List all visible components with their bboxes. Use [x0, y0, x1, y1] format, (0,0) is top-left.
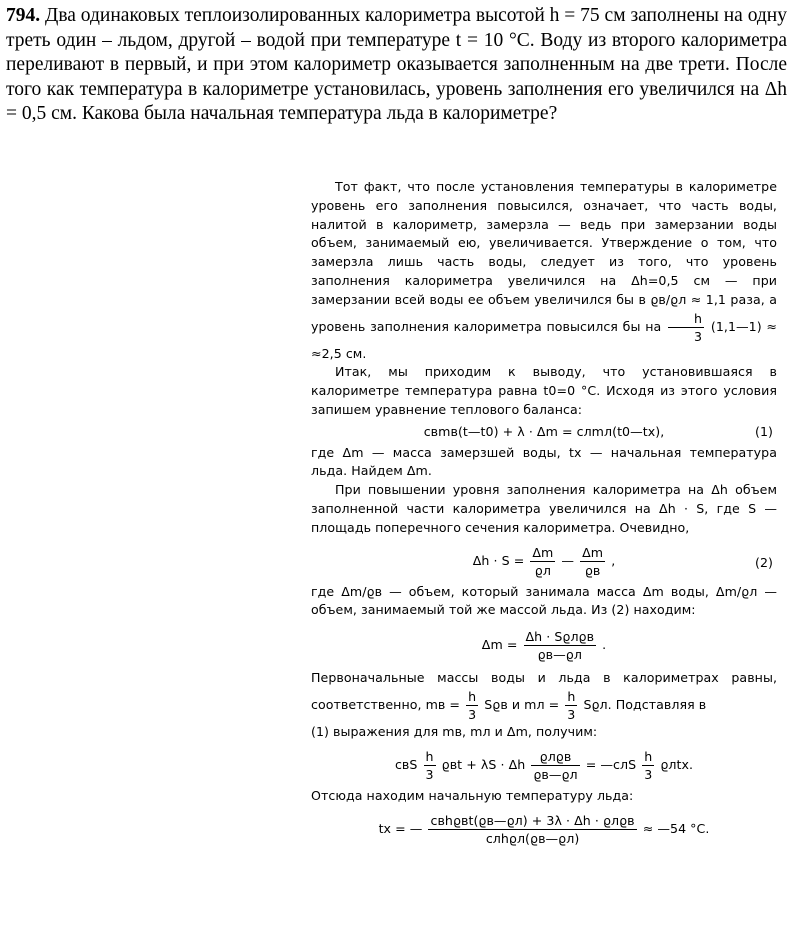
eq2-number: (2): [755, 554, 773, 570]
eq3-tail: .: [602, 637, 607, 653]
frac-den: 3: [425, 766, 434, 782]
solution-block: [311, 178, 777, 847]
eq3-fraction: [524, 628, 597, 663]
problem-text: Два одинаковых теплоизолированных калориметра высотой h = 75 см заполнены на одну треть один – льдом, другой – водой при температуре t = 10 °С. Воду из второго калориметра переливают в первый, и при этом калориметр оказывается заполненным на две трети. После того как температура в калориметре установилась, уровень заполнения его увеличился на Δh = 0,5 см. Какова была начальная температура льда в калориметре?: [6, 5, 787, 124]
eq4d: ϱлtx.: [660, 756, 694, 772]
frac-den: 3: [567, 706, 576, 722]
frac-num: h: [668, 310, 704, 328]
solution-paragraph-3: где Δm — масса замерзшей воды, tx — начальная температура льда. Найдем Δm.: [311, 444, 777, 479]
p1-tail: (1,1—1) ≈ ≈2,5 см.: [311, 318, 778, 361]
frac-num: h: [642, 748, 654, 766]
equation-2: [311, 544, 777, 579]
frac-den: 3: [644, 766, 653, 782]
equation-4: [311, 748, 777, 783]
p1-text: Тот факт, что после установления температуры в калориметре уровень его заполнения повысился, означает, что часть воды, налитой в калориметр, замерзла — ведь при замерзании воды объем, занимаемый ею, увеличивается. Утверждение о том, что замерзла лишь часть воды, следует из того, что уровень заполнения калориметра увеличился на Δh=0,5 см — при замерзании всей воды ее объем увеличился бы в ϱв/ϱл ≈ 1,1 раза, а уровень заполнения калориметра повысился бы на: [311, 179, 777, 334]
p6-fraction-1: [466, 688, 478, 723]
eq1-body: cвmв(t—t0) + λ · Δm = cлmл(t0—tx),: [423, 423, 665, 439]
eq2-fraction-1: [530, 544, 555, 579]
equation-5: [311, 812, 777, 847]
frac-num: ϱлϱв: [531, 748, 579, 766]
solution-paragraph-1: [311, 178, 777, 363]
frac-num: h: [565, 688, 577, 706]
equation-3: [311, 628, 777, 663]
p6a: Первоначальные массы воды и льда в калориметрах равны, соответственно, mв =: [311, 670, 777, 712]
eq3-left: Δm =: [481, 637, 518, 653]
frac-den: ϱв: [584, 562, 601, 578]
solution-paragraph-5: где Δm/ϱв — объем, который занимала масса Δm воды, Δm/ϱл — объем, занимаемый той же массой льда. Из (2) находим:: [311, 583, 777, 618]
frac-num: h: [466, 688, 478, 706]
frac-den: cлhϱл(ϱв—ϱл): [485, 830, 580, 846]
eq2-left: Δh · S =: [472, 552, 525, 568]
eq4c: = —cлS: [585, 756, 637, 772]
solution-paragraph-4: При повышении уровня заполнения калориметра на Δh объем заполненной части калориметра увеличился на Δh · S, где S — площадь поперечного сечения калориметра. Очевидно,: [311, 482, 777, 535]
h-over-3-fraction: [668, 310, 704, 345]
eq4a: cвS: [394, 756, 418, 772]
p6c: Sϱл. Подставляя в: [583, 696, 707, 712]
eq2-fraction-2: [580, 544, 605, 579]
eq5-right: ≈ —54 °С.: [642, 820, 710, 836]
solution-paragraph-7: (1) выражения для mв, mл и Δm, получим:: [311, 723, 598, 739]
eq5-left: tx = —: [378, 820, 423, 836]
problem-statement: [6, 4, 787, 127]
frac-num: cвhϱвt(ϱв—ϱл) + 3λ · Δh · ϱлϱв: [430, 812, 635, 828]
eq5-fraction: [428, 812, 636, 847]
eq2-minus: —: [561, 552, 575, 568]
frac-num: h: [424, 748, 436, 766]
eq2-tail: ,: [611, 552, 616, 568]
solution-paragraph-8: Отсюда находим начальную температуру льда:: [311, 787, 634, 803]
frac-num: Δm: [582, 544, 604, 560]
eq4-fraction-2: [531, 748, 579, 783]
eq4-fraction-1: [424, 748, 436, 783]
eq1-number: (1): [755, 423, 773, 439]
p6-fraction-2: [565, 688, 577, 723]
eq4b: ϱвt + λS · Δh: [441, 756, 526, 772]
frac-den: ϱв—ϱл: [533, 766, 578, 782]
problem-number: 794.: [6, 5, 41, 26]
eq4-fraction-3: [642, 748, 654, 783]
p6b: Sϱв и mл =: [484, 696, 560, 712]
frac-den: ϱл: [534, 562, 551, 578]
frac-num: Δm: [532, 544, 554, 560]
solution-paragraph-6: [311, 669, 777, 723]
frac-num: Δh · Sϱлϱв: [525, 629, 595, 645]
frac-den: 3: [694, 328, 703, 344]
frac-den: ϱв—ϱл: [537, 647, 582, 663]
equation-1: [311, 423, 777, 442]
frac-den: 3: [468, 706, 477, 722]
solution-paragraph-2: Итак, мы приходим к выводу, что установившаяся в калориметре температура равна t0=0 °С. Исходя из этого условия запишем уравнение теплового баланса:: [311, 364, 777, 417]
